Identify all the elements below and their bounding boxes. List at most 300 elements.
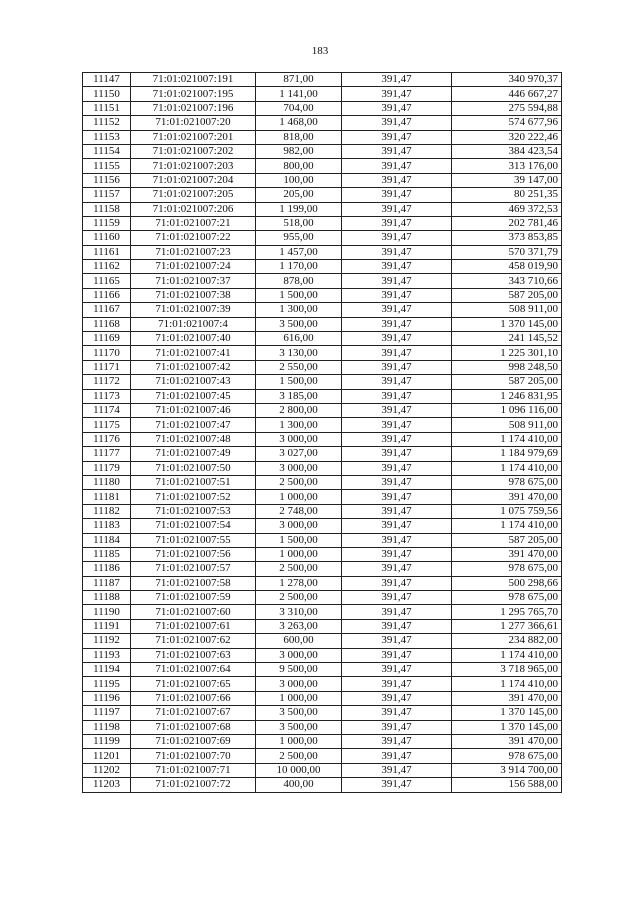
table-row (83, 490, 562, 504)
table-row (83, 144, 562, 158)
page-number: 183 (311, 45, 329, 57)
area-cell: 3 263,00 (256, 619, 342, 633)
cadastral-value-cell: 587 205,00 (452, 375, 562, 389)
cadastral-value-cell: 446 667,27 (452, 87, 562, 101)
cadastral-value-cell: 570 371,79 (452, 245, 562, 259)
area-cell: 600,00 (256, 634, 342, 648)
area-cell: 3 027,00 (256, 447, 342, 461)
cadastral-number-cell: 71:01:021007:196 (131, 101, 256, 115)
area-cell: 982,00 (256, 144, 342, 158)
table-row (83, 245, 562, 259)
table-row (83, 332, 562, 346)
rate-cell: 391,47 (342, 691, 452, 705)
area-cell: 3 000,00 (256, 432, 342, 446)
rate-cell: 391,47 (342, 778, 452, 792)
row-number-cell: 11160 (83, 231, 131, 245)
area-cell: 2 800,00 (256, 403, 342, 417)
cadastral-number-cell: 71:01:021007:45 (131, 389, 256, 403)
cadastral-value-cell: 1 277 366,61 (452, 619, 562, 633)
area-cell: 3 000,00 (256, 519, 342, 533)
table-row (83, 432, 562, 446)
table-row (83, 403, 562, 417)
area-cell: 3 500,00 (256, 317, 342, 331)
row-number-cell: 11151 (83, 101, 131, 115)
table-row (83, 519, 562, 533)
area-cell: 871,00 (256, 73, 342, 87)
table-row (83, 648, 562, 662)
rate-cell: 391,47 (342, 519, 452, 533)
rate-cell: 391,47 (342, 188, 452, 202)
cadastral-number-cell: 71:01:021007:49 (131, 447, 256, 461)
rate-cell: 391,47 (342, 87, 452, 101)
rate-cell: 391,47 (342, 634, 452, 648)
cadastral-value-cell: 1 184 979,69 (452, 447, 562, 461)
table-row (83, 591, 562, 605)
rate-cell: 391,47 (342, 475, 452, 489)
area-cell: 800,00 (256, 159, 342, 173)
cadastral-number-cell: 71:01:021007:20 (131, 116, 256, 130)
rate-cell: 391,47 (342, 245, 452, 259)
table-row (83, 360, 562, 374)
rate-cell: 391,47 (342, 418, 452, 432)
row-number-cell: 11195 (83, 677, 131, 691)
cadastral-value-cell: 320 222,46 (452, 130, 562, 144)
table-row (83, 734, 562, 748)
cadastral-value-cell: 241 145,52 (452, 332, 562, 346)
row-number-cell: 11190 (83, 605, 131, 619)
area-cell: 518,00 (256, 216, 342, 230)
table-row (83, 634, 562, 648)
cadastral-value-cell: 1 225 301,10 (452, 346, 562, 360)
cadastral-number-cell: 71:01:021007:203 (131, 159, 256, 173)
rate-cell: 391,47 (342, 403, 452, 417)
area-cell: 1 500,00 (256, 533, 342, 547)
row-number-cell: 11179 (83, 461, 131, 475)
rate-cell: 391,47 (342, 648, 452, 662)
row-number-cell: 11158 (83, 202, 131, 216)
row-number-cell: 11161 (83, 245, 131, 259)
row-number-cell: 11159 (83, 216, 131, 230)
cadastral-value-cell: 234 882,00 (452, 634, 562, 648)
table-row (83, 706, 562, 720)
row-number-cell: 11191 (83, 619, 131, 633)
cadastral-value-cell: 1 174 410,00 (452, 677, 562, 691)
rate-cell: 391,47 (342, 116, 452, 130)
area-cell: 1 278,00 (256, 576, 342, 590)
row-number-cell: 11166 (83, 288, 131, 302)
row-number-cell: 11193 (83, 648, 131, 662)
rate-cell: 391,47 (342, 562, 452, 576)
table-row (83, 720, 562, 734)
rate-cell: 391,47 (342, 231, 452, 245)
rate-cell: 391,47 (342, 346, 452, 360)
rate-cell: 391,47 (342, 461, 452, 475)
row-number-cell: 11165 (83, 274, 131, 288)
table-row (83, 159, 562, 173)
cadastral-number-cell: 71:01:021007:48 (131, 432, 256, 446)
row-number-cell: 11202 (83, 763, 131, 777)
rate-cell: 391,47 (342, 504, 452, 518)
area-cell: 3 130,00 (256, 346, 342, 360)
cadastral-number-cell: 71:01:021007:72 (131, 778, 256, 792)
rate-cell: 391,47 (342, 591, 452, 605)
cadastral-value-cell: 391 470,00 (452, 547, 562, 561)
row-number-cell: 11157 (83, 188, 131, 202)
area-cell: 1 000,00 (256, 547, 342, 561)
cadastral-value-cell: 343 710,66 (452, 274, 562, 288)
cadastral-value-cell: 384 423,54 (452, 144, 562, 158)
row-number-cell: 11152 (83, 116, 131, 130)
rate-cell: 391,47 (342, 749, 452, 763)
cadastral-number-cell: 71:01:021007:68 (131, 720, 256, 734)
rate-cell: 391,47 (342, 706, 452, 720)
cadastral-number-cell: 71:01:021007:202 (131, 144, 256, 158)
table-row (83, 375, 562, 389)
area-cell: 205,00 (256, 188, 342, 202)
cadastral-value-cell: 340 970,37 (452, 73, 562, 87)
table-row (83, 562, 562, 576)
rate-cell: 391,47 (342, 490, 452, 504)
rate-cell: 391,47 (342, 216, 452, 230)
area-cell: 100,00 (256, 173, 342, 187)
table-row (83, 749, 562, 763)
cadastral-number-cell: 71:01:021007:24 (131, 260, 256, 274)
table-row (83, 130, 562, 144)
rate-cell: 391,47 (342, 303, 452, 317)
cadastral-number-cell: 71:01:021007:50 (131, 461, 256, 475)
cadastral-value-cell: 978 675,00 (452, 591, 562, 605)
area-cell: 1 300,00 (256, 418, 342, 432)
row-number-cell: 11201 (83, 749, 131, 763)
cadastral-number-cell: 71:01:021007:58 (131, 576, 256, 590)
row-number-cell: 11147 (83, 73, 131, 87)
table-row (83, 288, 562, 302)
area-cell: 3 185,00 (256, 389, 342, 403)
area-cell: 2 550,00 (256, 360, 342, 374)
cadastral-value-cell: 574 677,96 (452, 116, 562, 130)
cadastral-value-cell: 3 718 965,00 (452, 663, 562, 677)
cadastral-value-cell: 391 470,00 (452, 691, 562, 705)
rate-cell: 391,47 (342, 274, 452, 288)
row-number-cell: 11171 (83, 360, 131, 374)
cadastral-number-cell: 71:01:021007:60 (131, 605, 256, 619)
area-cell: 3 000,00 (256, 648, 342, 662)
cadastral-number-cell: 71:01:021007:66 (131, 691, 256, 705)
table-row (83, 346, 562, 360)
rate-cell: 391,47 (342, 605, 452, 619)
rate-cell: 391,47 (342, 144, 452, 158)
row-number-cell: 11177 (83, 447, 131, 461)
row-number-cell: 11176 (83, 432, 131, 446)
area-cell: 1 000,00 (256, 734, 342, 748)
table-row (83, 461, 562, 475)
area-cell: 3 000,00 (256, 461, 342, 475)
table-row (83, 418, 562, 432)
area-cell: 3 310,00 (256, 605, 342, 619)
cadastral-number-cell: 71:01:021007:62 (131, 634, 256, 648)
rate-cell: 391,47 (342, 576, 452, 590)
table-row (83, 101, 562, 115)
row-number-cell: 11175 (83, 418, 131, 432)
table-row (83, 317, 562, 331)
area-cell: 2 500,00 (256, 475, 342, 489)
cadastral-number-cell: 71:01:021007:54 (131, 519, 256, 533)
row-number-cell: 11199 (83, 734, 131, 748)
table-row (83, 533, 562, 547)
area-cell: 1 170,00 (256, 260, 342, 274)
area-cell: 616,00 (256, 332, 342, 346)
cadastral-number-cell: 71:01:021007:52 (131, 490, 256, 504)
cadastral-number-cell: 71:01:021007:71 (131, 763, 256, 777)
cadastral-value-cell: 1 096 116,00 (452, 403, 562, 417)
cadastral-number-cell: 71:01:021007:63 (131, 648, 256, 662)
area-cell: 1 468,00 (256, 116, 342, 130)
rate-cell: 391,47 (342, 432, 452, 446)
table-row (83, 619, 562, 633)
table-row (83, 389, 562, 403)
cadastral-value-cell: 587 205,00 (452, 288, 562, 302)
area-cell: 2 500,00 (256, 562, 342, 576)
row-number-cell: 11174 (83, 403, 131, 417)
cadastral-number-cell: 71:01:021007:206 (131, 202, 256, 216)
row-number-cell: 11197 (83, 706, 131, 720)
table-row (83, 576, 562, 590)
rate-cell: 391,47 (342, 547, 452, 561)
table-row (83, 691, 562, 705)
table-row (83, 231, 562, 245)
rate-cell: 391,47 (342, 73, 452, 87)
cadastral-value-cell: 500 298,66 (452, 576, 562, 590)
area-cell: 818,00 (256, 130, 342, 144)
cadastral-number-cell: 71:01:021007:21 (131, 216, 256, 230)
area-cell: 1 500,00 (256, 375, 342, 389)
table-row (83, 447, 562, 461)
cadastral-value-cell: 978 675,00 (452, 475, 562, 489)
table-row (83, 547, 562, 561)
cadastral-number-cell: 71:01:021007:51 (131, 475, 256, 489)
cadastral-number-cell: 71:01:021007:59 (131, 591, 256, 605)
rate-cell: 391,47 (342, 101, 452, 115)
cadastral-value-cell: 1 075 759,56 (452, 504, 562, 518)
cadastral-number-cell: 71:01:021007:204 (131, 173, 256, 187)
table-row (83, 116, 562, 130)
cadastral-number-cell: 71:01:021007:22 (131, 231, 256, 245)
area-cell: 878,00 (256, 274, 342, 288)
rate-cell: 391,47 (342, 159, 452, 173)
rate-cell: 391,47 (342, 389, 452, 403)
cadastral-value-cell: 39 147,00 (452, 173, 562, 187)
cadastral-number-cell: 71:01:021007:47 (131, 418, 256, 432)
table-row (83, 303, 562, 317)
cadastral-value-cell: 1 246 831,95 (452, 389, 562, 403)
row-number-cell: 11181 (83, 490, 131, 504)
cadastral-number-cell: 71:01:021007:195 (131, 87, 256, 101)
cadastral-value-cell: 202 781,46 (452, 216, 562, 230)
cadastral-number-cell: 71:01:021007:201 (131, 130, 256, 144)
area-cell: 1 000,00 (256, 490, 342, 504)
cadastral-number-cell: 71:01:021007:56 (131, 547, 256, 561)
cadastral-number-cell: 71:01:021007:23 (131, 245, 256, 259)
table-row (83, 274, 562, 288)
row-number-cell: 11182 (83, 504, 131, 518)
area-cell: 2 500,00 (256, 591, 342, 605)
cadastral-value-cell: 3 914 700,00 (452, 763, 562, 777)
row-number-cell: 11184 (83, 533, 131, 547)
table-row (83, 73, 562, 87)
row-number-cell: 11183 (83, 519, 131, 533)
cadastral-number-cell: 71:01:021007:4 (131, 317, 256, 331)
cadastral-number-cell: 71:01:021007:65 (131, 677, 256, 691)
row-number-cell: 11162 (83, 260, 131, 274)
table-row (83, 173, 562, 187)
cadastral-value-table (82, 72, 562, 793)
cadastral-number-cell: 71:01:021007:70 (131, 749, 256, 763)
row-number-cell: 11173 (83, 389, 131, 403)
cadastral-number-cell: 71:01:021007:41 (131, 346, 256, 360)
row-number-cell: 11185 (83, 547, 131, 561)
table-row (83, 663, 562, 677)
row-number-cell: 11150 (83, 87, 131, 101)
cadastral-value-cell: 978 675,00 (452, 749, 562, 763)
table-row (83, 763, 562, 777)
area-cell: 400,00 (256, 778, 342, 792)
row-number-cell: 11170 (83, 346, 131, 360)
cadastral-value-cell: 1 370 145,00 (452, 706, 562, 720)
cadastral-value-cell: 80 251,35 (452, 188, 562, 202)
cadastral-number-cell: 71:01:021007:64 (131, 663, 256, 677)
area-cell: 10 000,00 (256, 763, 342, 777)
cadastral-value-cell: 508 911,00 (452, 303, 562, 317)
cadastral-value-cell: 1 370 145,00 (452, 720, 562, 734)
table-body (83, 73, 562, 793)
table-row (83, 260, 562, 274)
cadastral-number-cell: 71:01:021007:61 (131, 619, 256, 633)
rate-cell: 391,47 (342, 447, 452, 461)
rate-cell: 391,47 (342, 260, 452, 274)
table-row (83, 87, 562, 101)
cadastral-value-cell: 1 174 410,00 (452, 648, 562, 662)
cadastral-value-cell: 998 248,50 (452, 360, 562, 374)
row-number-cell: 11156 (83, 173, 131, 187)
row-number-cell: 11198 (83, 720, 131, 734)
cadastral-value-cell: 587 205,00 (452, 533, 562, 547)
row-number-cell: 11187 (83, 576, 131, 590)
table-row (83, 188, 562, 202)
table-row (83, 778, 562, 792)
row-number-cell: 11172 (83, 375, 131, 389)
cadastral-value-cell: 458 019,90 (452, 260, 562, 274)
rate-cell: 391,47 (342, 317, 452, 331)
row-number-cell: 11203 (83, 778, 131, 792)
area-cell: 1 300,00 (256, 303, 342, 317)
row-number-cell: 11155 (83, 159, 131, 173)
cadastral-value-cell: 978 675,00 (452, 562, 562, 576)
cadastral-value-cell: 469 372,53 (452, 202, 562, 216)
cadastral-number-cell: 71:01:021007:55 (131, 533, 256, 547)
cadastral-value-cell: 391 470,00 (452, 734, 562, 748)
row-number-cell: 11186 (83, 562, 131, 576)
row-number-cell: 11192 (83, 634, 131, 648)
cadastral-number-cell: 71:01:021007:39 (131, 303, 256, 317)
cadastral-number-cell: 71:01:021007:67 (131, 706, 256, 720)
cadastral-value-cell: 391 470,00 (452, 490, 562, 504)
cadastral-number-cell: 71:01:021007:205 (131, 188, 256, 202)
cadastral-value-cell: 508 911,00 (452, 418, 562, 432)
area-cell: 1 000,00 (256, 691, 342, 705)
area-cell: 9 500,00 (256, 663, 342, 677)
cadastral-value-cell: 313 176,00 (452, 159, 562, 173)
rate-cell: 391,47 (342, 360, 452, 374)
cadastral-number-cell: 71:01:021007:191 (131, 73, 256, 87)
cadastral-value-cell: 1 370 145,00 (452, 317, 562, 331)
cadastral-value-cell: 373 853,85 (452, 231, 562, 245)
row-number-cell: 11154 (83, 144, 131, 158)
cadastral-value-cell: 156 588,00 (452, 778, 562, 792)
cadastral-value-cell: 1 295 765,70 (452, 605, 562, 619)
area-cell: 2 748,00 (256, 504, 342, 518)
row-number-cell: 11167 (83, 303, 131, 317)
rate-cell: 391,47 (342, 173, 452, 187)
area-cell: 1 457,00 (256, 245, 342, 259)
rate-cell: 391,47 (342, 720, 452, 734)
table-row (83, 216, 562, 230)
row-number-cell: 11169 (83, 332, 131, 346)
area-cell: 955,00 (256, 231, 342, 245)
rate-cell: 391,47 (342, 619, 452, 633)
cadastral-number-cell: 71:01:021007:69 (131, 734, 256, 748)
rate-cell: 391,47 (342, 677, 452, 691)
rate-cell: 391,47 (342, 763, 452, 777)
row-number-cell: 11180 (83, 475, 131, 489)
area-cell: 1 500,00 (256, 288, 342, 302)
rate-cell: 391,47 (342, 130, 452, 144)
cadastral-number-cell: 71:01:021007:38 (131, 288, 256, 302)
area-cell: 1 199,00 (256, 202, 342, 216)
row-number-cell: 11196 (83, 691, 131, 705)
cadastral-value-cell: 1 174 410,00 (452, 461, 562, 475)
rate-cell: 391,47 (342, 288, 452, 302)
rate-cell: 391,47 (342, 663, 452, 677)
table-row (83, 605, 562, 619)
table-row (83, 202, 562, 216)
cadastral-number-cell: 71:01:021007:43 (131, 375, 256, 389)
row-number-cell: 11153 (83, 130, 131, 144)
rate-cell: 391,47 (342, 533, 452, 547)
area-cell: 1 141,00 (256, 87, 342, 101)
rate-cell: 391,47 (342, 375, 452, 389)
cadastral-number-cell: 71:01:021007:57 (131, 562, 256, 576)
row-number-cell: 11168 (83, 317, 131, 331)
area-cell: 704,00 (256, 101, 342, 115)
cadastral-number-cell: 71:01:021007:53 (131, 504, 256, 518)
area-cell: 3 000,00 (256, 677, 342, 691)
rate-cell: 391,47 (342, 734, 452, 748)
cadastral-number-cell: 71:01:021007:42 (131, 360, 256, 374)
row-number-cell: 11194 (83, 663, 131, 677)
area-cell: 3 500,00 (256, 720, 342, 734)
table-row (83, 677, 562, 691)
rate-cell: 391,47 (342, 202, 452, 216)
cadastral-number-cell: 71:01:021007:40 (131, 332, 256, 346)
cadastral-value-cell: 1 174 410,00 (452, 432, 562, 446)
table-row (83, 475, 562, 489)
row-number-cell: 11188 (83, 591, 131, 605)
cadastral-value-cell: 275 594,88 (452, 101, 562, 115)
area-cell: 2 500,00 (256, 749, 342, 763)
area-cell: 3 500,00 (256, 706, 342, 720)
table-row (83, 504, 562, 518)
cadastral-value-cell: 1 174 410,00 (452, 519, 562, 533)
